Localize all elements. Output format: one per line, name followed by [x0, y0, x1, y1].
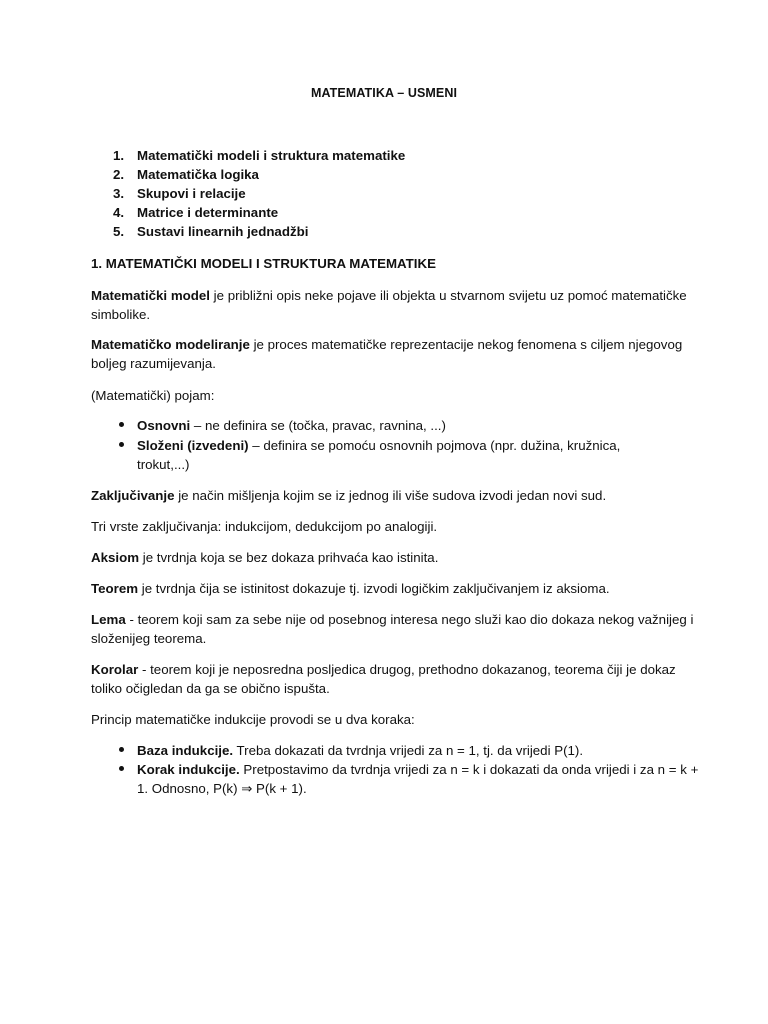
toc-item: [113, 222, 405, 241]
paragraph-model: [91, 286, 691, 324]
toc-item: [113, 203, 405, 222]
bullet-text-continued: trokut,...): [137, 457, 190, 472]
toc-number: 2.: [113, 167, 125, 182]
term: Korak indukcije.: [137, 762, 240, 777]
paragraph-text: je približni opis neke pojave ili objekta u stvarnom svijetu uz pomoć matematičke: [209, 288, 687, 303]
paragraph-teorem: [91, 579, 691, 598]
paragraph-tri-vrste: Tri vrste zaključivanja: indukcijom, dedukcijom po analogiji.: [91, 519, 438, 534]
bullet-text: – definira se pomoću osnovnih pojmova (npr. dužina, kružnica,: [248, 438, 621, 453]
bullet-text: Treba dokazati da tvrdnja vrijedi za n = 1, tj. da vrijedi P(1).: [233, 743, 584, 758]
term: Zaključivanje: [91, 488, 175, 503]
toc-item: [113, 146, 405, 165]
paragraph-lema: [91, 610, 694, 648]
bullet-item: [137, 760, 698, 798]
term: Aksiom: [91, 550, 140, 565]
table-of-contents: [113, 146, 405, 241]
paragraph-princip: Princip matematičke indukcije provodi se u dva koraka:: [91, 712, 415, 727]
bullet-item: [137, 416, 446, 435]
bullet-item: [137, 741, 583, 760]
bullet-text: Pretpostavimo da tvrdnja vrijedi za n = k i dokazati da onda vrijedi i za n = k +: [239, 762, 699, 777]
paragraph-korolar: [91, 660, 691, 698]
toc-number: 5.: [113, 224, 125, 239]
bullet-text-continued: 1. Odnosno, P(k) ⇒ P(k + 1).: [137, 781, 307, 796]
term: Matematički model: [91, 288, 210, 303]
term: Baza indukcije.: [137, 743, 234, 758]
page-title: MATEMATIKA – USMENI: [310, 86, 458, 100]
bullet-text: – ne definira se (točka, pravac, ravnina, ...): [190, 418, 446, 433]
paragraph-text: je tvrdnja čija se istinitost dokazuje tj. izvodi logičkim zaključivanjem iz aksioma.: [138, 581, 610, 596]
paragraph-text: - teorem koji je neposredna posljedica drugog, prethodno dokazanog, teorema čiji je dokaz: [138, 662, 676, 677]
paragraph-pojam: (Matematički) pojam:: [91, 388, 215, 403]
bullet-dot: [119, 422, 124, 427]
paragraph-text: - teorem koji sam za sebe nije od posebnog interesa nego služi kao dio dokaza nekog važnijeg i: [125, 612, 694, 627]
toc-item: [113, 165, 405, 184]
toc-text: Matrice i determinante: [137, 205, 279, 220]
paragraph-text: je način mišljenja kojim se iz jednog ili više sudova izvodi jedan novi sud.: [174, 488, 607, 503]
toc-text: Sustavi linearnih jednadžbi: [137, 224, 309, 239]
toc-item: [113, 184, 405, 203]
bullet-dot: [119, 442, 124, 447]
paragraph-zakljucivanje: [91, 486, 691, 505]
paragraph-text: boljeg razumijevanja.: [91, 356, 216, 371]
term: Matematičko modeliranje: [91, 337, 250, 352]
paragraph-text: simbolike.: [91, 307, 151, 322]
section-heading: 1. MATEMATIČKI MODELI I STRUKTURA MATEMATIKE: [91, 256, 436, 271]
term: Korolar: [91, 662, 139, 677]
toc-text: Skupovi i relacije: [137, 186, 246, 201]
term: Složeni (izvedeni): [137, 438, 249, 453]
paragraph-text: složenijeg teorema.: [91, 631, 207, 646]
bullet-dot: [119, 766, 124, 771]
toc-number: 3.: [113, 186, 125, 201]
paragraph-text: je proces matematičke reprezentacije nekog fenomena s ciljem njegovog: [249, 337, 683, 352]
term: Osnovni: [137, 418, 191, 433]
toc-text: Matematički modeli i struktura matematike: [137, 148, 406, 163]
term: Lema: [91, 612, 126, 627]
paragraph-modeliranje: [91, 335, 691, 373]
toc-text: Matematička logika: [137, 167, 259, 182]
bullet-dot: [119, 747, 124, 752]
paragraph-aksiom: [91, 548, 691, 567]
bullet-item: [137, 436, 620, 474]
term: Teorem: [91, 581, 139, 596]
toc-number: 1.: [113, 148, 125, 163]
paragraph-text: toliko očigledan da ga se obično ispušta.: [91, 681, 330, 696]
paragraph-text: je tvrdnja koja se bez dokaza prihvaća kao istinita.: [139, 550, 439, 565]
toc-number: 4.: [113, 205, 125, 220]
